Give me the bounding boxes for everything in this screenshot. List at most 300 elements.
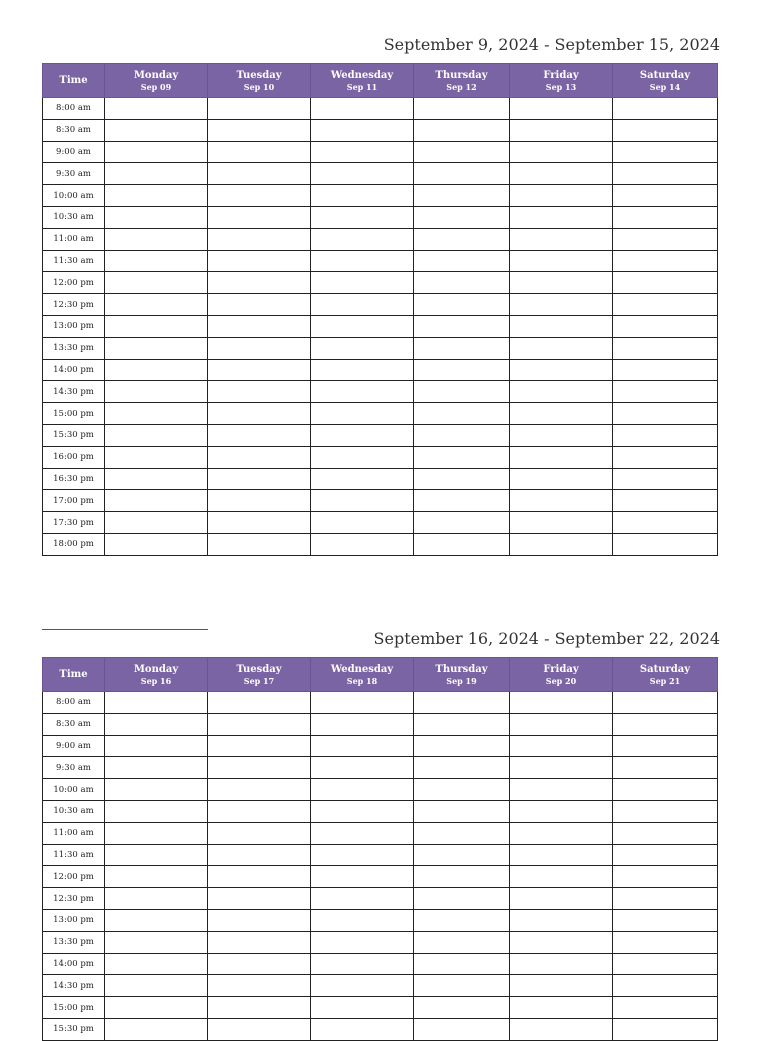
schedule-cell[interactable] — [311, 800, 414, 822]
time-slot-row — [43, 403, 718, 425]
time-slot-row — [43, 185, 718, 207]
schedule-cell[interactable] — [414, 381, 510, 403]
time-slot-row — [43, 446, 718, 468]
time-slot-row — [43, 98, 718, 120]
time-label: 17:30 pm — [43, 512, 105, 534]
schedule-cell[interactable] — [510, 446, 613, 468]
schedule-cell[interactable] — [311, 337, 414, 359]
schedule-cell[interactable] — [311, 997, 414, 1019]
schedule-cell[interactable] — [208, 294, 311, 316]
schedule-cell[interactable] — [414, 206, 510, 228]
schedule-cell[interactable] — [311, 250, 414, 272]
schedule-cell[interactable] — [311, 735, 414, 757]
schedule-cell[interactable] — [510, 866, 613, 888]
schedule-cell[interactable] — [613, 424, 718, 446]
time-label: 13:30 pm — [43, 337, 105, 359]
schedule-cell[interactable] — [105, 975, 208, 997]
schedule-cell[interactable] — [208, 228, 311, 250]
schedule-cell[interactable] — [311, 757, 414, 779]
time-slot-row — [43, 866, 718, 888]
schedule-cell[interactable] — [208, 713, 311, 735]
schedule-cell[interactable] — [311, 844, 414, 866]
schedule-cell[interactable] — [208, 953, 311, 975]
schedule-cell[interactable] — [311, 315, 414, 337]
schedule-cell[interactable] — [414, 1018, 510, 1040]
schedule-cell[interactable] — [208, 272, 311, 294]
schedule-cell[interactable] — [105, 315, 208, 337]
day-name: Wednesday — [330, 69, 394, 81]
schedule-cell[interactable] — [613, 888, 718, 910]
schedule-cell[interactable] — [414, 119, 510, 141]
schedule-cell[interactable] — [311, 185, 414, 207]
day-name: Thursday — [435, 69, 488, 81]
schedule-cell[interactable] — [613, 692, 718, 714]
schedule-cell[interactable] — [208, 997, 311, 1019]
time-label: 9:30 am — [43, 757, 105, 779]
time-label: 12:00 pm — [43, 272, 105, 294]
schedule-cell[interactable] — [105, 141, 208, 163]
time-slot-row — [43, 119, 718, 141]
schedule-cell[interactable] — [105, 272, 208, 294]
schedule-cell[interactable] — [613, 294, 718, 316]
schedule-cell[interactable] — [208, 931, 311, 953]
schedule-cell[interactable] — [613, 779, 718, 801]
schedule-cell[interactable] — [414, 844, 510, 866]
time-slot-row — [43, 206, 718, 228]
schedule-cell[interactable] — [208, 337, 311, 359]
schedule-cell[interactable] — [311, 206, 414, 228]
time-slot-row — [43, 228, 718, 250]
schedule-cell[interactable] — [613, 206, 718, 228]
schedule-cell[interactable] — [311, 359, 414, 381]
schedule-cell[interactable] — [510, 931, 613, 953]
schedule-cell[interactable] — [311, 888, 414, 910]
time-slot-row — [43, 779, 718, 801]
schedule-cell[interactable] — [311, 98, 414, 120]
schedule-cell[interactable] — [311, 822, 414, 844]
schedule-cell[interactable] — [105, 800, 208, 822]
schedule-cell[interactable] — [208, 844, 311, 866]
schedule-cell[interactable] — [414, 779, 510, 801]
schedule-cell[interactable] — [208, 163, 311, 185]
schedule-cell[interactable] — [105, 888, 208, 910]
schedule-cell[interactable] — [208, 909, 311, 931]
schedule-cell[interactable] — [613, 735, 718, 757]
week-title: September 9, 2024 - September 15, 2024 — [383, 35, 720, 54]
time-label: 9:00 am — [43, 735, 105, 757]
schedule-cell[interactable] — [414, 424, 510, 446]
schedule-cell[interactable] — [105, 228, 208, 250]
time-slot-row — [43, 359, 718, 381]
time-slot-row — [43, 533, 718, 555]
schedule-cell[interactable] — [613, 844, 718, 866]
time-label: 15:00 pm — [43, 997, 105, 1019]
schedule-cell[interactable] — [208, 315, 311, 337]
schedule-cell[interactable] — [105, 533, 208, 555]
time-slot-row — [43, 250, 718, 272]
day-name: Wednesday — [330, 663, 394, 675]
schedule-cell[interactable] — [510, 141, 613, 163]
schedule-cell[interactable] — [613, 337, 718, 359]
time-slot-row — [43, 909, 718, 931]
schedule-cell[interactable] — [414, 272, 510, 294]
schedule-cell[interactable] — [311, 512, 414, 534]
schedule-cell[interactable] — [105, 337, 208, 359]
schedule-cell[interactable] — [311, 228, 414, 250]
schedule-cell[interactable] — [613, 490, 718, 512]
schedule-cell[interactable] — [311, 779, 414, 801]
schedule-cell[interactable] — [613, 931, 718, 953]
schedule-cell[interactable] — [414, 866, 510, 888]
schedule-cell[interactable] — [510, 888, 613, 910]
schedule-cell[interactable] — [613, 997, 718, 1019]
time-slot-row — [43, 997, 718, 1019]
schedule-cell[interactable] — [105, 206, 208, 228]
schedule-cell[interactable] — [613, 757, 718, 779]
schedule-cell[interactable] — [208, 490, 311, 512]
schedule-cell[interactable] — [510, 975, 613, 997]
day-header-tuesday — [208, 64, 311, 98]
schedule-cell[interactable] — [105, 294, 208, 316]
schedule-cell[interactable] — [311, 294, 414, 316]
schedule-cell[interactable] — [105, 250, 208, 272]
schedule-cell[interactable] — [208, 822, 311, 844]
schedule-cell[interactable] — [613, 800, 718, 822]
schedule-cell[interactable] — [208, 250, 311, 272]
schedule-cell[interactable] — [105, 757, 208, 779]
schedule-cell[interactable] — [105, 119, 208, 141]
time-label: 10:00 am — [43, 779, 105, 801]
schedule-cell[interactable] — [105, 359, 208, 381]
schedule-cell[interactable] — [414, 359, 510, 381]
day-header-thursday — [414, 64, 510, 98]
schedule-cell[interactable] — [510, 1018, 613, 1040]
schedule-cell[interactable] — [311, 163, 414, 185]
schedule-cell[interactable] — [510, 533, 613, 555]
schedule-cell[interactable] — [414, 822, 510, 844]
schedule-cell[interactable] — [414, 931, 510, 953]
schedule-cell[interactable] — [510, 800, 613, 822]
schedule-cell[interactable] — [414, 888, 510, 910]
time-label: 13:00 pm — [43, 909, 105, 931]
time-label: 14:30 pm — [43, 381, 105, 403]
schedule-cell[interactable] — [311, 975, 414, 997]
schedule-cell[interactable] — [613, 272, 718, 294]
schedule-cell[interactable] — [105, 403, 208, 425]
schedule-cell[interactable] — [311, 1018, 414, 1040]
schedule-cell[interactable] — [208, 468, 311, 490]
time-label: 12:30 pm — [43, 294, 105, 316]
schedule-cell[interactable] — [510, 119, 613, 141]
schedule-cell[interactable] — [105, 163, 208, 185]
schedule-cell[interactable] — [105, 713, 208, 735]
day-name: Tuesday — [236, 69, 282, 81]
schedule-cell[interactable] — [510, 163, 613, 185]
day-header-friday — [510, 64, 613, 98]
time-header: Time — [43, 64, 105, 98]
schedule-cell[interactable] — [613, 228, 718, 250]
time-slot-row — [43, 757, 718, 779]
schedule-cell[interactable] — [613, 446, 718, 468]
schedule-cell[interactable] — [414, 997, 510, 1019]
schedule-cell[interactable] — [613, 713, 718, 735]
schedule-body — [43, 98, 718, 556]
schedule-cell[interactable] — [414, 163, 510, 185]
time-slot-row — [43, 468, 718, 490]
schedule-cell[interactable] — [414, 315, 510, 337]
schedule-cell[interactable] — [414, 337, 510, 359]
schedule-cell[interactable] — [208, 359, 311, 381]
schedule-cell[interactable] — [311, 953, 414, 975]
day-name: Friday — [543, 69, 579, 81]
schedule-cell[interactable] — [208, 512, 311, 534]
schedule-cell[interactable] — [510, 468, 613, 490]
schedule-cell[interactable] — [105, 692, 208, 714]
time-label: 11:30 am — [43, 250, 105, 272]
schedule-cell[interactable] — [510, 315, 613, 337]
day-header-thursday — [414, 658, 510, 692]
schedule-cell[interactable] — [613, 381, 718, 403]
time-slot-row — [43, 888, 718, 910]
schedule-cell[interactable] — [311, 490, 414, 512]
schedule-cell[interactable] — [105, 866, 208, 888]
schedule-cell[interactable] — [414, 953, 510, 975]
schedule-cell[interactable] — [208, 119, 311, 141]
day-name: Saturday — [639, 69, 691, 81]
schedule-cell[interactable] — [613, 1018, 718, 1040]
time-label: 8:00 am — [43, 98, 105, 120]
time-slot-row — [43, 735, 718, 757]
time-label: 9:00 am — [43, 141, 105, 163]
schedule-cell[interactable] — [510, 490, 613, 512]
schedule-table-week-1 — [42, 63, 718, 556]
schedule-cell[interactable] — [414, 735, 510, 757]
schedule-cell[interactable] — [105, 931, 208, 953]
schedule-cell[interactable] — [510, 735, 613, 757]
time-slot-row — [43, 713, 718, 735]
time-label: 16:00 pm — [43, 446, 105, 468]
time-label: 12:30 pm — [43, 888, 105, 910]
time-label: 10:30 am — [43, 800, 105, 822]
schedule-cell[interactable] — [311, 403, 414, 425]
day-name: Thursday — [435, 663, 488, 675]
schedule-cell[interactable] — [414, 98, 510, 120]
schedule-cell[interactable] — [105, 512, 208, 534]
schedule-cell[interactable] — [208, 98, 311, 120]
schedule-cell[interactable] — [105, 424, 208, 446]
time-slot-row — [43, 692, 718, 714]
schedule-cell[interactable] — [510, 403, 613, 425]
schedule-cell[interactable] — [613, 185, 718, 207]
schedule-cell[interactable] — [105, 822, 208, 844]
time-label: 14:30 pm — [43, 975, 105, 997]
schedule-cell[interactable] — [311, 119, 414, 141]
schedule-cell[interactable] — [311, 866, 414, 888]
schedule-cell[interactable] — [208, 185, 311, 207]
schedule-cell[interactable] — [311, 692, 414, 714]
schedule-cell[interactable] — [311, 909, 414, 931]
time-slot-row — [43, 381, 718, 403]
schedule-cell[interactable] — [208, 403, 311, 425]
time-slot-row — [43, 822, 718, 844]
schedule-cell[interactable] — [414, 141, 510, 163]
schedule-cell[interactable] — [510, 228, 613, 250]
schedule-cell[interactable] — [414, 185, 510, 207]
schedule-cell[interactable] — [208, 779, 311, 801]
schedule-cell[interactable] — [208, 381, 311, 403]
schedule-cell[interactable] — [510, 294, 613, 316]
schedule-cell[interactable] — [414, 975, 510, 997]
schedule-cell[interactable] — [613, 533, 718, 555]
schedule-cell[interactable] — [311, 713, 414, 735]
time-slot-row — [43, 931, 718, 953]
day-header-tuesday — [208, 658, 311, 692]
schedule-cell[interactable] — [414, 533, 510, 555]
schedule-cell[interactable] — [613, 250, 718, 272]
schedule-cell[interactable] — [510, 757, 613, 779]
schedule-cell[interactable] — [510, 997, 613, 1019]
schedule-cell[interactable] — [613, 359, 718, 381]
schedule-cell[interactable] — [510, 692, 613, 714]
schedule-cell[interactable] — [510, 272, 613, 294]
day-date: Sep 19 — [446, 675, 477, 686]
schedule-body — [43, 692, 718, 1041]
time-label: 17:00 pm — [43, 490, 105, 512]
schedule-cell[interactable] — [208, 975, 311, 997]
schedule-cell[interactable] — [105, 1018, 208, 1040]
schedule-cell[interactable] — [311, 381, 414, 403]
schedule-cell[interactable] — [105, 446, 208, 468]
schedule-cell[interactable] — [414, 468, 510, 490]
schedule-cell[interactable] — [105, 909, 208, 931]
day-name: Monday — [133, 69, 179, 81]
schedule-cell[interactable] — [510, 250, 613, 272]
schedule-cell[interactable] — [311, 533, 414, 555]
day-name: Monday — [133, 663, 179, 675]
day-date: Sep 16 — [140, 675, 172, 686]
schedule-cell[interactable] — [613, 909, 718, 931]
schedule-cell[interactable] — [105, 953, 208, 975]
time-slot-row — [43, 975, 718, 997]
schedule-cell[interactable] — [414, 228, 510, 250]
schedule-cell[interactable] — [414, 403, 510, 425]
schedule-cell[interactable] — [613, 315, 718, 337]
time-label: 14:00 pm — [43, 359, 105, 381]
schedule-cell[interactable] — [510, 512, 613, 534]
schedule-cell[interactable] — [208, 446, 311, 468]
schedule-cell[interactable] — [613, 512, 718, 534]
schedule-cell[interactable] — [414, 800, 510, 822]
schedule-cell[interactable] — [311, 446, 414, 468]
schedule-cell[interactable] — [208, 206, 311, 228]
schedule-cell[interactable] — [510, 381, 613, 403]
schedule-cell[interactable] — [414, 250, 510, 272]
schedule-cell[interactable] — [414, 713, 510, 735]
schedule-cell[interactable] — [613, 163, 718, 185]
schedule-cell[interactable] — [414, 692, 510, 714]
schedule-cell[interactable] — [208, 800, 311, 822]
schedule-cell[interactable] — [510, 713, 613, 735]
schedule-cell[interactable] — [208, 888, 311, 910]
schedule-cell[interactable] — [510, 779, 613, 801]
schedule-cell[interactable] — [510, 359, 613, 381]
schedule-cell[interactable] — [613, 975, 718, 997]
schedule-cell[interactable] — [613, 822, 718, 844]
time-label: 15:30 pm — [43, 1018, 105, 1040]
schedule-cell[interactable] — [311, 424, 414, 446]
schedule-cell[interactable] — [105, 98, 208, 120]
schedule-cell[interactable] — [105, 997, 208, 1019]
time-label: 8:00 am — [43, 692, 105, 714]
day-header-monday — [105, 64, 208, 98]
day-header-friday — [510, 658, 613, 692]
schedule-cell[interactable] — [105, 468, 208, 490]
time-slot-row — [43, 512, 718, 534]
schedule-cell[interactable] — [510, 909, 613, 931]
schedule-cell[interactable] — [510, 844, 613, 866]
schedule-cell[interactable] — [414, 757, 510, 779]
schedule-cell[interactable] — [414, 909, 510, 931]
schedule-cell[interactable] — [510, 822, 613, 844]
schedule-cell[interactable] — [208, 692, 311, 714]
header-row — [43, 658, 718, 692]
schedule-cell[interactable] — [208, 533, 311, 555]
time-label: 11:00 am — [43, 228, 105, 250]
schedule-cell[interactable] — [105, 185, 208, 207]
schedule-cell[interactable] — [510, 185, 613, 207]
schedule-cell[interactable] — [613, 468, 718, 490]
schedule-cell[interactable] — [414, 490, 510, 512]
schedule-cell[interactable] — [311, 931, 414, 953]
schedule-cell[interactable] — [311, 468, 414, 490]
schedule-cell[interactable] — [105, 490, 208, 512]
schedule-cell[interactable] — [613, 141, 718, 163]
schedule-cell[interactable] — [208, 1018, 311, 1040]
schedule-cell[interactable] — [311, 272, 414, 294]
schedule-cell[interactable] — [510, 953, 613, 975]
day-date: Sep 09 — [140, 81, 172, 92]
schedule-cell[interactable] — [510, 206, 613, 228]
schedule-cell[interactable] — [208, 757, 311, 779]
schedule-cell[interactable] — [613, 403, 718, 425]
schedule-cell[interactable] — [613, 866, 718, 888]
schedule-cell[interactable] — [613, 953, 718, 975]
schedule-cell[interactable] — [510, 424, 613, 446]
day-date: Sep 14 — [649, 81, 681, 92]
time-label: 13:30 pm — [43, 931, 105, 953]
schedule-cell[interactable] — [414, 294, 510, 316]
schedule-cell[interactable] — [311, 141, 414, 163]
schedule-cell[interactable] — [105, 381, 208, 403]
schedule-cell[interactable] — [208, 735, 311, 757]
schedule-cell[interactable] — [510, 98, 613, 120]
day-date: Sep 12 — [446, 81, 477, 92]
schedule-cell[interactable] — [105, 844, 208, 866]
schedule-cell[interactable] — [414, 512, 510, 534]
day-date: Sep 13 — [545, 81, 577, 92]
schedule-cell[interactable] — [208, 424, 311, 446]
schedule-cell[interactable] — [208, 866, 311, 888]
schedule-cell[interactable] — [414, 446, 510, 468]
schedule-cell[interactable] — [510, 337, 613, 359]
schedule-cell[interactable] — [613, 119, 718, 141]
schedule-cell[interactable] — [105, 735, 208, 757]
day-date: Sep 11 — [346, 81, 378, 92]
schedule-cell[interactable] — [208, 141, 311, 163]
time-label: 11:30 am — [43, 844, 105, 866]
schedule-cell[interactable] — [613, 98, 718, 120]
schedule-cell[interactable] — [105, 779, 208, 801]
